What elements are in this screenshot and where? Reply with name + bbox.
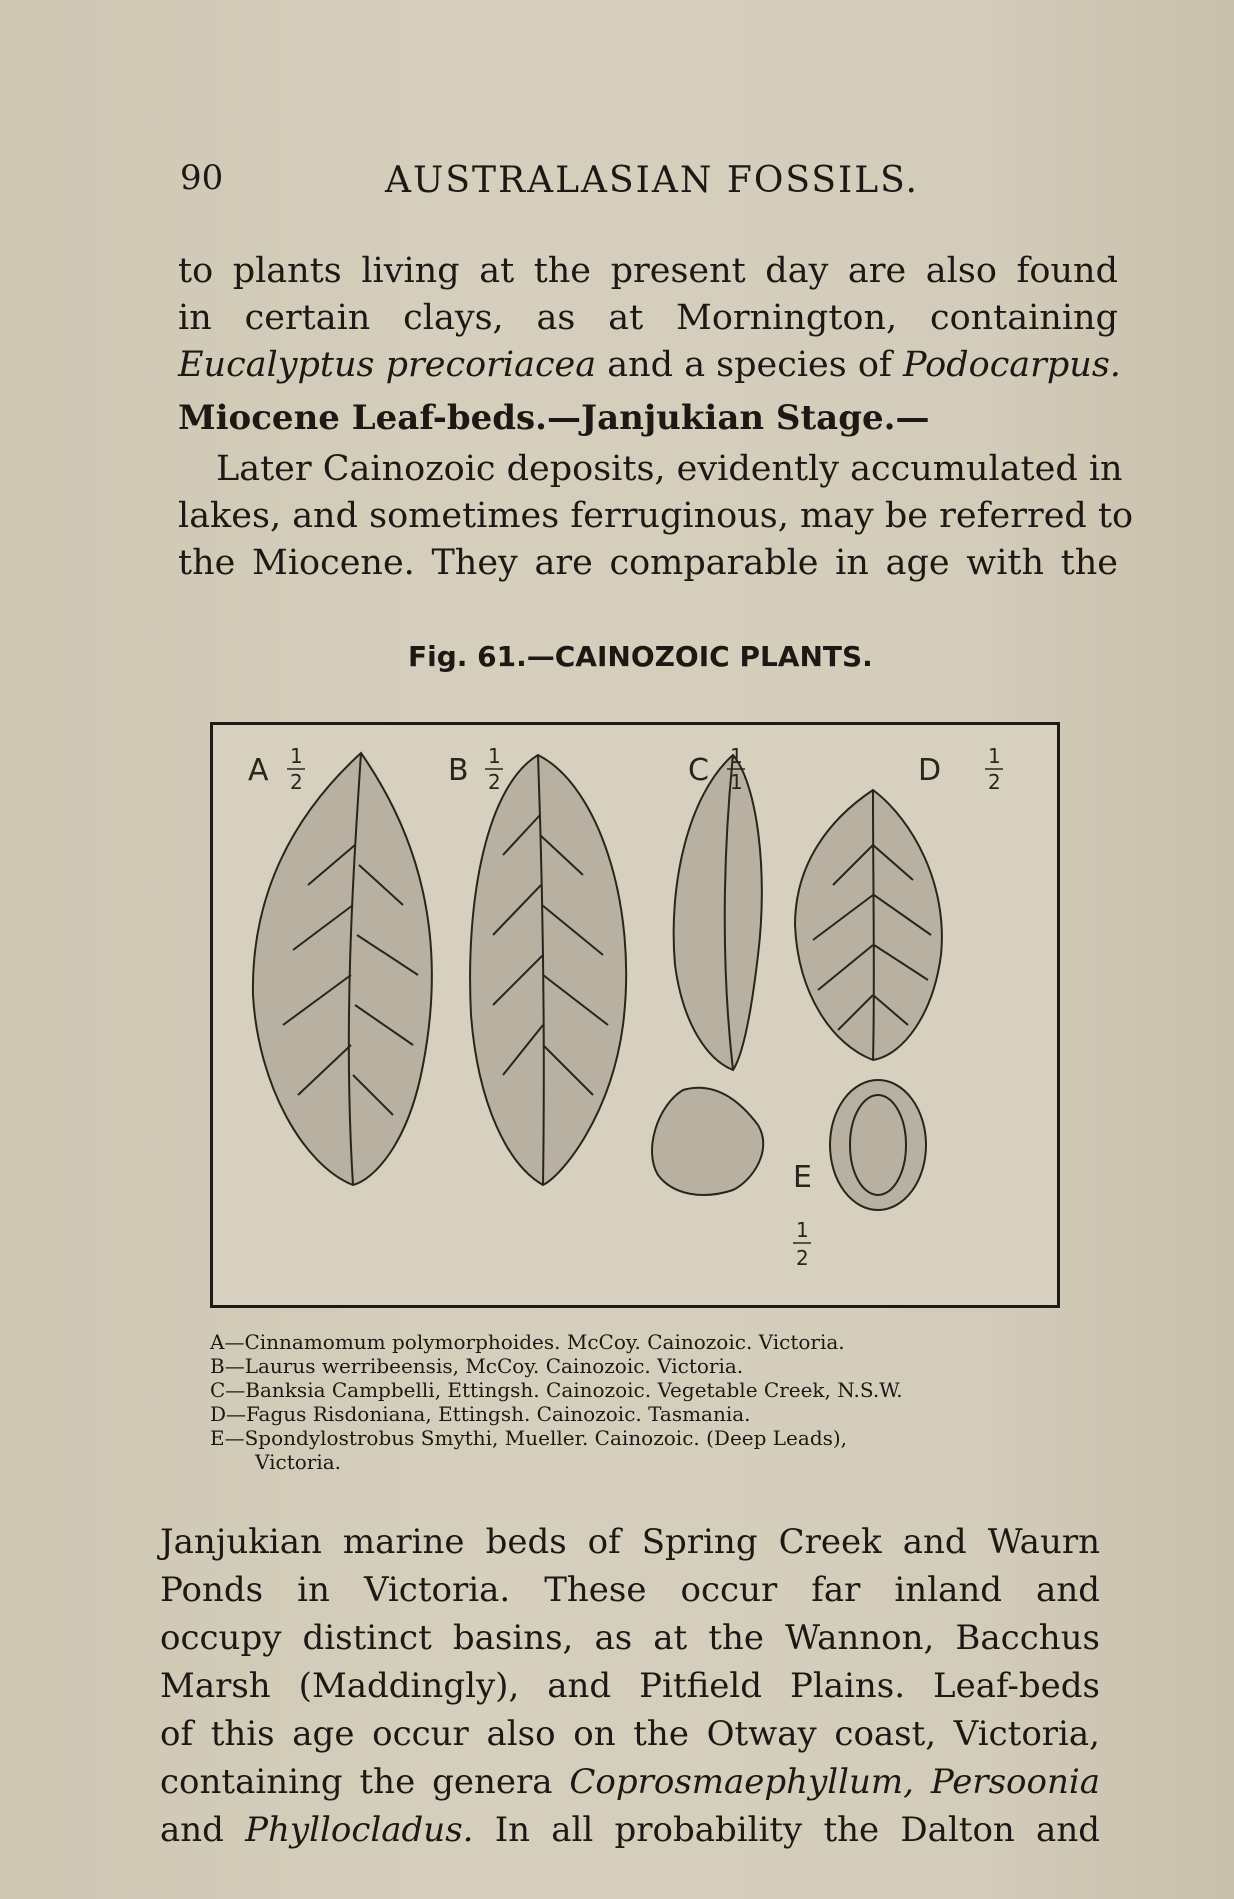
legend-item: C—Banksia Campbelli, Ettingsh. Cainozoic. Vegetable Creek, N.S.W. bbox=[210, 1378, 903, 1402]
page-header bbox=[180, 158, 940, 208]
text-line: of this age occur also on the Otway coast, Victoria, bbox=[160, 1714, 1100, 1754]
label-e: E bbox=[793, 1160, 812, 1195]
cone-e-left-outline bbox=[652, 1088, 763, 1195]
legend-item: D—Fagus Risdoniana, Ettingsh. Cainozoic. Tasmania. bbox=[210, 1402, 751, 1426]
label-c: C bbox=[688, 753, 709, 788]
section-heading: Miocene Leaf-beds.—Janjukian Stage.— bbox=[178, 398, 930, 438]
text-line: Ponds in Victoria. These occur far inland and bbox=[160, 1570, 1100, 1610]
scale-a-num: 1 bbox=[290, 744, 303, 768]
scale-e-den: 2 bbox=[796, 1246, 809, 1270]
genus-name: Phyllocladus. bbox=[245, 1810, 474, 1850]
text-run: In all probability the Dalton and bbox=[473, 1810, 1100, 1850]
text-run: and bbox=[160, 1810, 246, 1850]
text-line: Marsh (Maddingly), and Pitfield Plains. Leaf-beds bbox=[160, 1666, 1100, 1706]
genus-name: Podocarpus. bbox=[903, 345, 1121, 385]
text-run: and a species of bbox=[596, 345, 904, 385]
label-b: B bbox=[448, 753, 469, 788]
legend-item: E—Spondylostrobus Smythi, Mueller. Cainozoic. (Deep Leads), bbox=[210, 1426, 848, 1450]
text-line: Janjukian marine beds of Spring Creek and Waurn bbox=[160, 1522, 1100, 1562]
scale-d-den: 2 bbox=[988, 770, 1001, 794]
text-line: the Miocene. They are comparable in age with the bbox=[178, 543, 1118, 583]
legend-item: B—Laurus werribeensis, McCoy. Cainozoic. Victoria. bbox=[210, 1354, 744, 1378]
text-line bbox=[160, 1806, 1100, 1854]
paragraph-3 bbox=[160, 1518, 1100, 1854]
species-name: Eucalyptus precoriacea bbox=[178, 345, 597, 385]
scale-c-num: 1 bbox=[730, 744, 743, 768]
scale-b-den: 2 bbox=[488, 770, 501, 794]
text-line: lakes, and sometimes ferruginous, may be referred to bbox=[178, 496, 1134, 536]
fossil-leaves-drawing bbox=[213, 725, 1057, 1305]
text-line: in certain clays, as at Mornington, containing bbox=[178, 298, 1118, 338]
genus-names: Coprosmaephyllum, Persoonia bbox=[569, 1762, 1100, 1802]
leaf-b-outline bbox=[470, 755, 626, 1185]
scale-a-den: 2 bbox=[290, 770, 303, 794]
running-title: AUSTRALASIAN FOSSILS. bbox=[385, 160, 919, 201]
text-line bbox=[178, 342, 1121, 389]
figure-illustration bbox=[210, 722, 1060, 1308]
legend-item: Victoria. bbox=[255, 1450, 342, 1474]
page-number: 90 bbox=[180, 158, 224, 198]
paragraph-1 bbox=[178, 248, 1121, 389]
figure-caption: Fig. 61.—CAINOZOIC PLANTS. bbox=[408, 640, 873, 673]
figure-legend bbox=[210, 1330, 1090, 1474]
text-line: Later Cainozoic deposits, evidently accumulated in bbox=[216, 449, 1123, 489]
legend-item: A—Cinnamomum polymorphoides. McCoy. Cainozoic. Victoria. bbox=[210, 1330, 845, 1354]
scale-c-den: 1 bbox=[730, 770, 743, 794]
scale-d-num: 1 bbox=[988, 744, 1001, 768]
text-run: containing the genera bbox=[160, 1762, 570, 1802]
text-line: to plants living at the present day are also found bbox=[178, 251, 1118, 291]
leaf-d-outline bbox=[795, 790, 942, 1060]
leaf-c-outline bbox=[674, 755, 762, 1070]
label-a: A bbox=[248, 753, 269, 788]
paragraph-2 bbox=[178, 446, 1134, 587]
cone-e-right-outline bbox=[830, 1080, 926, 1210]
leaf-a-outline bbox=[253, 753, 432, 1185]
text-line bbox=[160, 1758, 1100, 1806]
text-line: occupy distinct basins, as at the Wannon, Bacchus bbox=[160, 1618, 1100, 1658]
scale-e-num: 1 bbox=[796, 1218, 809, 1242]
scale-b-num: 1 bbox=[488, 744, 501, 768]
label-d: D bbox=[918, 753, 942, 788]
